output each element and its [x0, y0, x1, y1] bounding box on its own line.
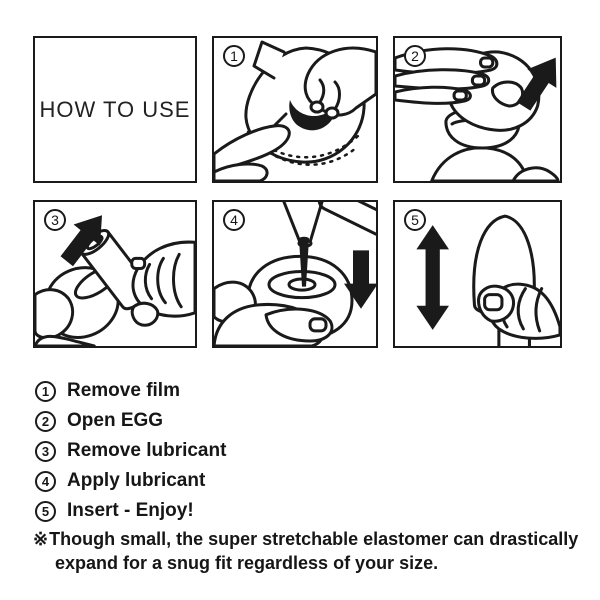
- footnote-line-1: ※Though small, the super stretchable elastomer can drastically: [33, 529, 579, 549]
- fingernail: [481, 58, 493, 67]
- step-3-badge: [44, 209, 66, 231]
- list-badge-3: 3: [35, 441, 56, 462]
- step-1-badge: [223, 45, 245, 67]
- nozzle: [284, 202, 300, 242]
- instruction-item-3: [35, 436, 226, 466]
- reference-mark: ※: [33, 529, 49, 549]
- instruction-text-3: Remove lubricant: [67, 440, 227, 461]
- panel-step-2-open-egg: [393, 36, 562, 183]
- fingertip: [311, 102, 323, 112]
- instruction-text-1: Remove film: [67, 380, 180, 401]
- panel-step-5-insert: [393, 200, 562, 348]
- arrow-up-down-icon: [416, 225, 449, 330]
- step-5-badge: [404, 209, 426, 231]
- thumbnail: [310, 319, 326, 331]
- list-badge-4: 4: [35, 471, 56, 492]
- list-badge-2: 2: [35, 411, 56, 432]
- panel-step-1-remove-film: [212, 36, 378, 183]
- step-1-number: 1: [230, 48, 238, 64]
- list-badge-1: 1: [35, 381, 56, 402]
- lubricant-tube: [316, 202, 376, 238]
- fingertip: [326, 108, 338, 118]
- step-4-badge: [223, 209, 245, 231]
- instruction-text-2: Open EGG: [67, 410, 164, 431]
- instruction-text-5: Insert - Enjoy!: [67, 500, 194, 521]
- thumbnail: [485, 295, 502, 310]
- instruction-item-4: [35, 466, 226, 496]
- sheet-title: HOW TO USE: [39, 96, 191, 122]
- footnote: [33, 527, 578, 575]
- footnote-line-2: expand for a snug fit regardless of your size.: [55, 553, 439, 573]
- step-5-number: 5: [411, 212, 419, 228]
- wrist: [432, 148, 528, 181]
- title-panel: [33, 36, 197, 183]
- panel-step-3-remove-lubricant: [33, 200, 197, 348]
- nozzle: [310, 202, 322, 242]
- thumb: [132, 303, 158, 325]
- step-2-badge: [404, 45, 426, 67]
- panel-step-4-apply-lubricant: [212, 200, 378, 348]
- instruction-item-5: [35, 496, 226, 526]
- step-2-number: 2: [411, 48, 419, 64]
- instruction-item-2: [35, 406, 226, 436]
- fingernail: [454, 91, 466, 100]
- fingernail: [132, 258, 145, 268]
- step-3-number: 3: [51, 212, 59, 228]
- step-4-number: 4: [230, 212, 238, 228]
- instruction-list: [35, 376, 226, 526]
- list-badge-5: 5: [35, 501, 56, 522]
- instruction-text-4: Apply lubricant: [67, 470, 206, 491]
- fingernail: [472, 76, 484, 85]
- instruction-item-1: [35, 376, 226, 406]
